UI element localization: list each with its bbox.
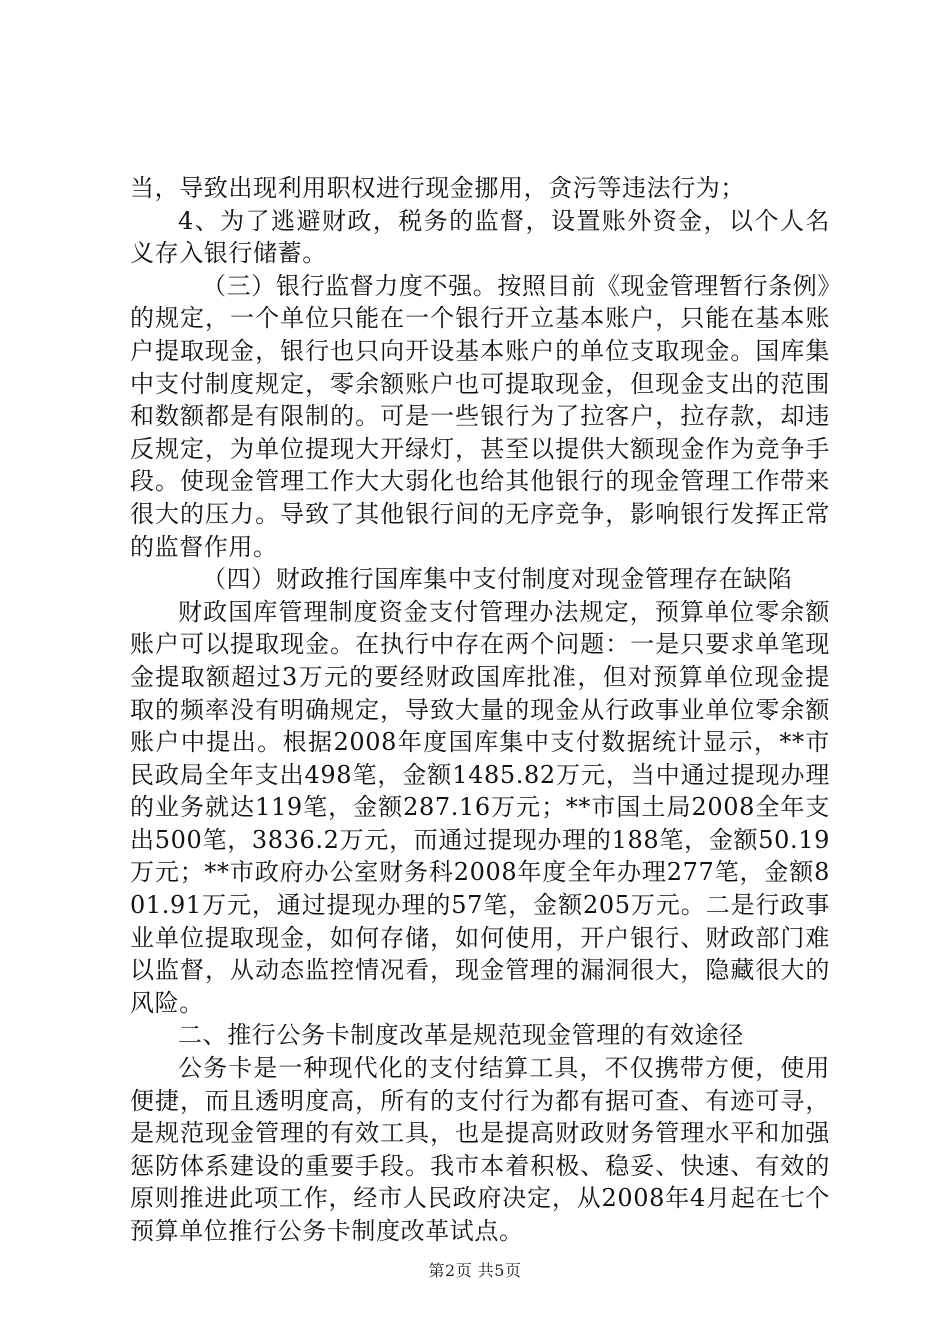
- paragraph-continuation: 当，导致出现利用职权进行现金挪用，贪污等违法行为；: [130, 174, 745, 202]
- document-body: [130, 172, 830, 1248]
- paragraph-section-4-body: 财政国库管理制度资金支付管理办法规定，预算单位零余额账户可以提取现金。在执行中存在两个问题：一是只要求单笔现金提取额超过3万元的要经财政国库批准，但对预算单位现金提取的频率没有明确规定，导致大量的现金从行政事业单位零余额账户中提出。根据2008年度国库集中支付数据统计显示，**市民政局全年支出498笔，金额1485.82万元，当中通过提现办理的业务就达119笔，金额287.16万元；**市国土局2008全年支出500笔，3836.2万元，而通过提现办理的188笔，金额50.19万元；**市政府办公室财务科2008年度全年办理277笔，金额801.91万元，通过提现办理的57笔，金额205万元。二是行政事业单位提取现金，如何存储，如何使用，开户银行、财政部门难以监督，从动态监控情况看，现金管理的漏洞很大，隐藏很大的风险。: [130, 597, 830, 1017]
- paragraph-section-3: （三）银行监督力度不强。按照目前《现金管理暂行条例》的规定，一个单位只能在一个银行开立基本账户，只能在基本账户提取现金，银行也只向开设基本账户的单位支取现金。国库集中支付制度规定，零余额账户也可提取现金，但现金支出的范围和数额都是有限制的。可是一些银行为了拉客户，拉存款，却违反规定，为单位提现大开绿灯，甚至以提供大额现金作为竞争手段。使现金管理工作大大弱化也给其他银行的现金管理工作带来很大的压力。导致了其他银行间的无序竞争，影响银行发挥正常的监督作用。: [130, 271, 830, 561]
- heading-part-2: 二、推行公务卡制度改革是规范现金管理的有效途径: [178, 1021, 744, 1050]
- paragraph-item-4: 4、为了逃避财政，税务的监督，设置账外资金，以个人名义存入银行储蓄。: [130, 206, 830, 268]
- page-footer: 第2页 共5页: [428, 1261, 522, 1280]
- paragraph-part-2-body: 公务卡是一种现代化的支付结算工具，不仅携带方便，使用便捷，而且透明度高，所有的支付行为都有据可查、有迹可寻，是规范现金管理的有效工具，也是提高财政财务管理水平和加强惩防体系建设的重要手段。我市本着积极、稳妥、快速、有效的原则推进此项工作，经市人民政府决定，从2008年4月起在七个预算单位推行公务卡制度改革试点。: [130, 1054, 830, 1245]
- heading-section-4: （四）财政推行国库集中支付制度对现金管理存在缺陷: [202, 565, 793, 594]
